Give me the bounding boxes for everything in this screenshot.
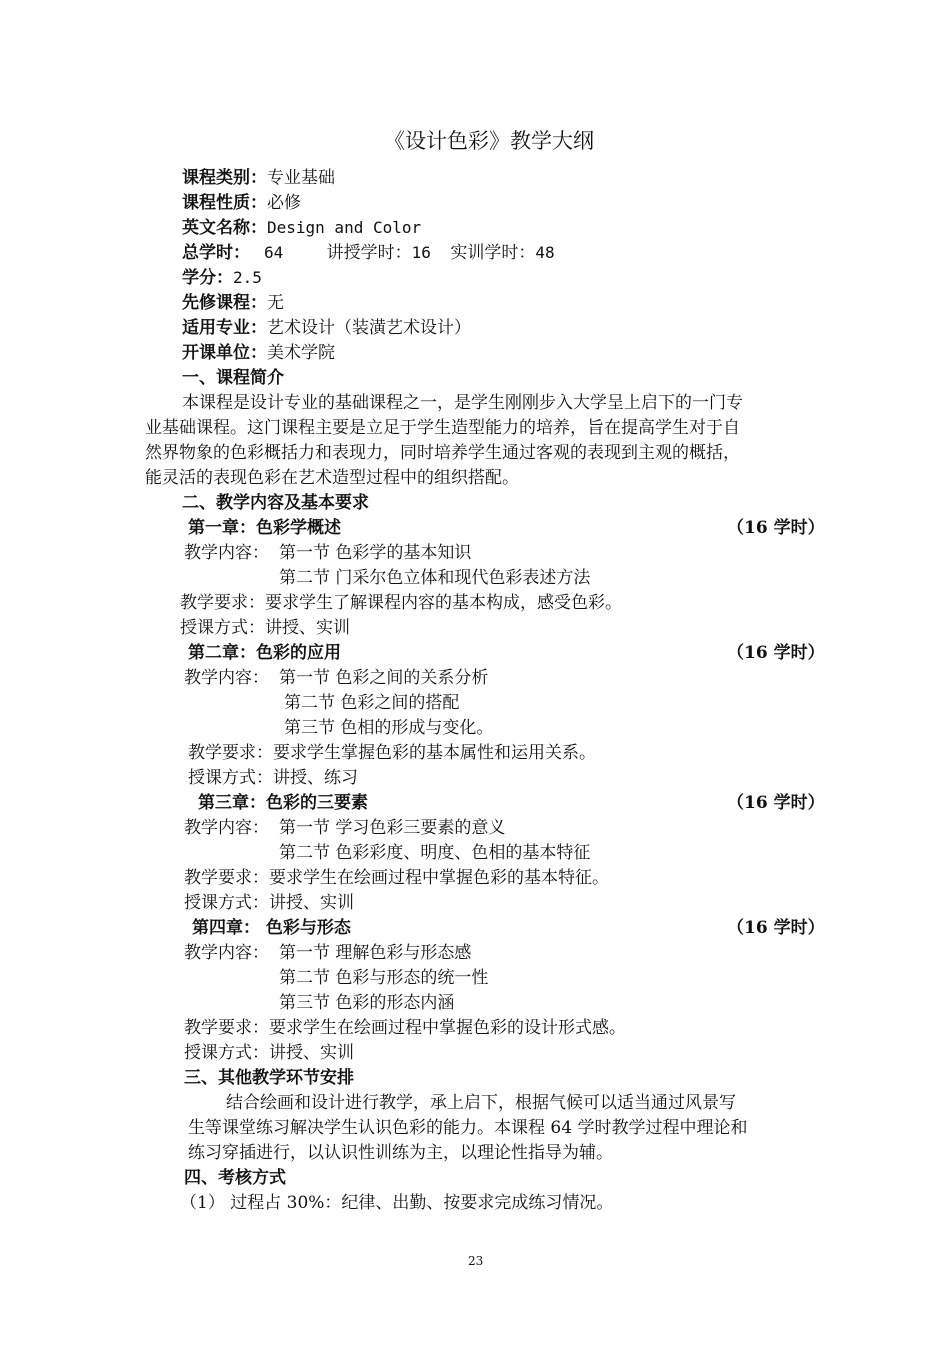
info-category-label: 课程类别： [182, 168, 267, 188]
section1-line: 业基础课程。这门课程主要是立足于学生造型能力的培养，旨在提高学生对于自 [145, 418, 740, 438]
info-english-value: Design and Color [267, 218, 422, 237]
info-prereq-value: 无 [267, 293, 284, 313]
chapter-requirement: 教学要求：要求学生在绘画过程中掌握色彩的设计形式感。 [184, 1018, 626, 1038]
section3-line: 结合绘画和设计进行教学，承上启下，根据气候可以适当通过风景写 [226, 1093, 736, 1113]
section4-heading: 四、考核方式 [184, 1168, 286, 1188]
content-label: 教学内容： [184, 943, 269, 963]
info-major-label: 适用专业： [182, 318, 267, 338]
chapter-requirement: 教学要求：要求学生了解课程内容的基本构成，感受色彩。 [180, 593, 622, 613]
section3-heading: 三、其他教学环节安排 [184, 1068, 354, 1088]
chapter-hours: （16 学时） [727, 793, 825, 813]
info-unit [182, 342, 335, 364]
page-number: 23 [468, 1254, 484, 1268]
chapter-hours: （16 学时） [727, 643, 825, 663]
info-prereq [182, 292, 284, 314]
chapter-section: 第一节 理解色彩与形态感 [279, 943, 472, 963]
info-total-label: 总学时： [182, 243, 250, 263]
chapter-section: 第二节 色彩之间的搭配 [284, 693, 460, 713]
info-nature-value: 必修 [267, 193, 301, 213]
section3-line: 生等课堂练习解决学生认识色彩的能力。本课程 64 学时教学过程中理论和 [188, 1118, 748, 1138]
chapter-section: 第一节 色彩之间的关系分析 [279, 668, 489, 688]
chapter-section: 第三节 色相的形成与变化。 [284, 718, 494, 738]
info-credit [182, 267, 262, 289]
info-nature-label: 课程性质： [182, 193, 267, 213]
info-english-label: 英文名称： [182, 218, 267, 238]
info-major-value: 艺术设计（装潢艺术设计） [267, 318, 471, 338]
section4-line: （1） 过程占 30%：纪律、出勤、按要求完成练习情况。 [180, 1193, 614, 1213]
chapter-section: 第二节 门采尔色立体和现代色彩表述方法 [279, 568, 591, 588]
info-credit-value: 2.5 [233, 268, 262, 287]
chapter-title: 第一章：色彩学概述 [188, 518, 341, 538]
chapter-requirement: 教学要求：要求学生在绘画过程中掌握色彩的基本特征。 [184, 868, 609, 888]
document-title: 《设计色彩》教学大纲 [384, 129, 594, 153]
chapter-section: 第三节 色彩的形态内涵 [279, 993, 455, 1013]
chapter-method: 授课方式：讲授、练习 [188, 768, 358, 788]
section3-line: 练习穿插进行，以认识性训练为主，以理论性指导为辅。 [188, 1143, 613, 1163]
chapter-title: 第二章：色彩的应用 [188, 643, 341, 663]
info-nature [182, 192, 301, 214]
info-category [182, 167, 335, 189]
chapter-requirement: 教学要求：要求学生掌握色彩的基本属性和运用关系。 [188, 743, 596, 763]
content-label: 教学内容： [184, 668, 269, 688]
section1-line: 能灵活的表现色彩在艺术造型过程中的组织搭配。 [145, 468, 519, 488]
chapter-section: 第二节 色彩与形态的统一性 [279, 968, 489, 988]
chapter-hours: （16 学时） [727, 918, 825, 938]
info-lecture-value: 16 [411, 243, 431, 262]
section1-line: 本课程是设计专业的基础课程之一，是学生刚刚步入大学呈上启下的一门专 [182, 393, 743, 413]
chapter-hours: （16 学时） [727, 518, 825, 538]
chapter-method: 授课方式：讲授、实训 [184, 893, 354, 913]
info-major [182, 317, 471, 339]
section2-heading: 二、教学内容及基本要求 [182, 493, 369, 513]
chapter-section: 第二节 色彩彩度、明度、色相的基本特征 [279, 843, 591, 863]
info-unit-label: 开课单位： [182, 343, 267, 363]
info-practice-value: 48 [535, 243, 555, 262]
content-label: 教学内容： [184, 543, 269, 563]
chapter-method: 授课方式：讲授、实训 [184, 1043, 354, 1063]
info-unit-value: 美术学院 [267, 343, 335, 363]
chapter-section: 第一节 学习色彩三要素的意义 [279, 818, 506, 838]
info-credit-label: 学分： [182, 268, 233, 288]
info-category-value: 专业基础 [267, 168, 335, 188]
info-practice-label: 实训学时： [450, 243, 536, 263]
chapter-section: 第一节 色彩学的基本知识 [279, 543, 472, 563]
chapter-title: 第三章：色彩的三要素 [198, 793, 368, 813]
chapter-method: 授课方式：讲授、实训 [180, 618, 350, 638]
info-total-value: 64 [264, 243, 284, 262]
info-prereq-label: 先修课程： [182, 293, 267, 313]
section1-heading: 一、课程简介 [182, 368, 284, 388]
info-lecture-label: 讲授学时： [326, 243, 412, 263]
section1-line: 然界物象的色彩概括力和表现力，同时培养学生通过客观的表现到主观的概括， [145, 443, 740, 463]
info-english [182, 217, 421, 239]
content-label: 教学内容： [184, 818, 269, 838]
chapter-title: 第四章： 色彩与形态 [192, 918, 351, 938]
info-hours [182, 242, 555, 264]
